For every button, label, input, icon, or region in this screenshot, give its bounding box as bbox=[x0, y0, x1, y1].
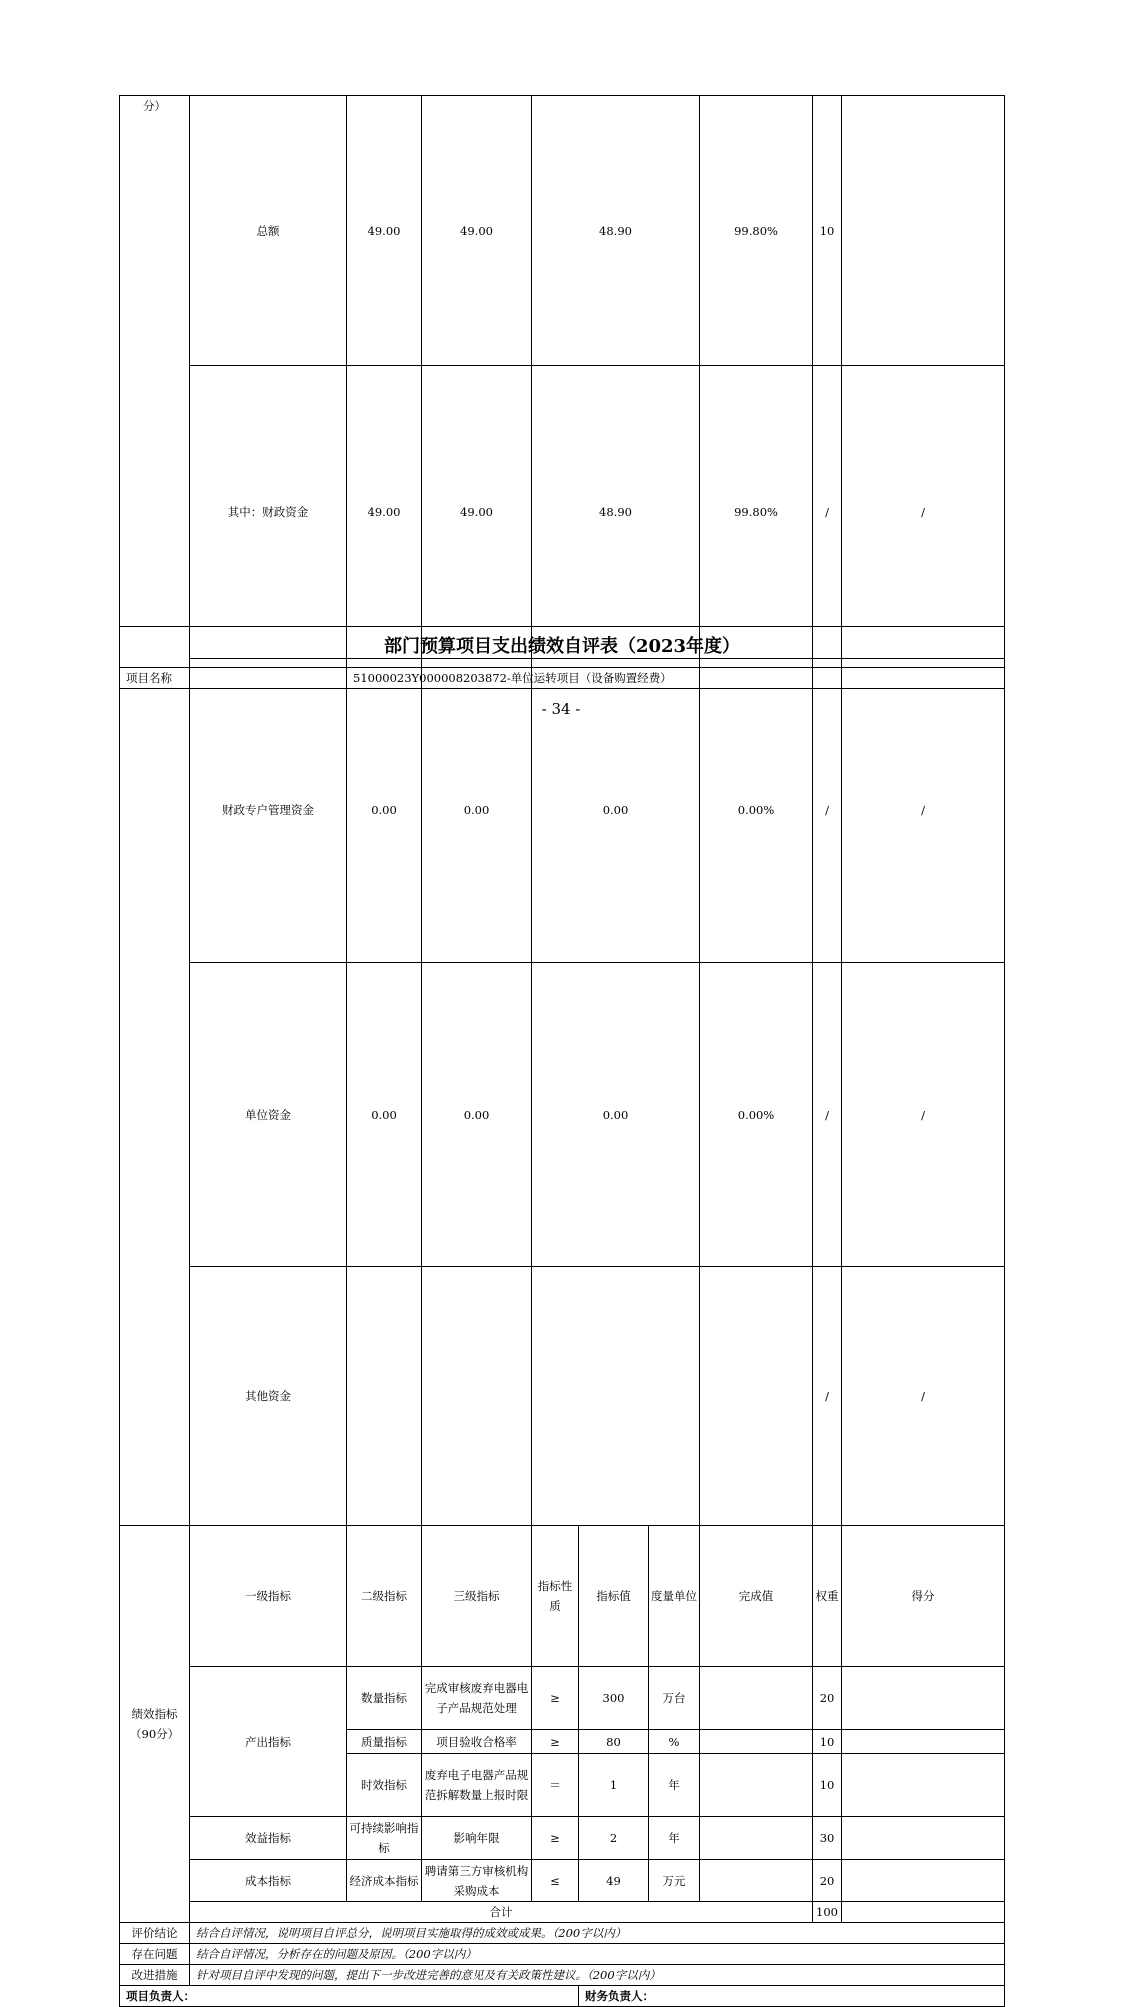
budget-executed bbox=[532, 1267, 700, 1526]
indicator-l2: 时效指标 bbox=[347, 1754, 422, 1817]
indicator-nature: ≤ bbox=[532, 1860, 579, 1902]
indicator-weight: 10 bbox=[813, 1754, 842, 1817]
budget-score: / bbox=[842, 1267, 1005, 1526]
indicator-l2: 数量指标 bbox=[347, 1667, 422, 1730]
total-label: 合计 bbox=[190, 1902, 813, 1923]
header-weight: 权重 bbox=[813, 1526, 842, 1667]
budget-executed: 0.00 bbox=[532, 658, 700, 962]
budget-adjusted: 0.00 bbox=[422, 658, 532, 962]
indicator-score bbox=[842, 1860, 1005, 1902]
performance-table bbox=[119, 95, 1005, 2007]
budget-adjusted: 0.00 bbox=[422, 963, 532, 1267]
indicator-value: 2 bbox=[579, 1817, 649, 1860]
indicator-l3: 聘请第三方审核机构采购成本 bbox=[422, 1860, 532, 1902]
budget-weight: / bbox=[813, 366, 842, 659]
header-value: 指标值 bbox=[579, 1526, 649, 1667]
indicator-done bbox=[700, 1667, 813, 1730]
indicator-nature: ＝ bbox=[532, 1754, 579, 1817]
budget-weight: 10 bbox=[813, 96, 842, 366]
conclusion-label: 评价结论 bbox=[120, 1923, 190, 1944]
budget-executed: 48.90 bbox=[532, 96, 700, 366]
budget-year-start: 49.00 bbox=[347, 366, 422, 659]
project-name-value: 51000023Y000008203872-单位运转项目（设备购置经费） bbox=[347, 668, 1005, 689]
budget-score: / bbox=[842, 963, 1005, 1267]
indicator-value: 1 bbox=[579, 1754, 649, 1817]
conclusion-text: 结合自评情况，说明项目自评总分，说明项目实施取得的成效或成果。（200字以内） bbox=[190, 1923, 1005, 1944]
indicator-done bbox=[700, 1754, 813, 1817]
header-nature: 指标性质 bbox=[532, 1526, 579, 1667]
indicator-weight: 30 bbox=[813, 1817, 842, 1860]
indicator-unit: 年 bbox=[649, 1754, 700, 1817]
next-table bbox=[119, 626, 1005, 689]
budget-score: / bbox=[842, 658, 1005, 962]
problem-text: 结合自评情况，分析存在的问题及原因。（200字以内） bbox=[190, 1944, 1005, 1965]
budget-executed: 48.90 bbox=[532, 366, 700, 659]
header-unit: 度量单位 bbox=[649, 1526, 700, 1667]
project-leader-label: 项目负责人： bbox=[120, 1986, 579, 2007]
indicator-done bbox=[700, 1817, 813, 1860]
budget-year-start bbox=[347, 1267, 422, 1526]
budget-item-name: 单位资金 bbox=[190, 963, 347, 1267]
budget-rate: 0.00% bbox=[700, 658, 813, 962]
budget-rate: 99.80% bbox=[700, 366, 813, 659]
project-name-label: 项目名称 bbox=[120, 668, 347, 689]
budget-weight: / bbox=[813, 963, 842, 1267]
budget-adjusted: 49.00 bbox=[422, 366, 532, 659]
finance-leader-label: 财务负责人： bbox=[579, 1986, 1005, 2007]
indicator-score bbox=[842, 1730, 1005, 1754]
indicator-unit: 万元 bbox=[649, 1860, 700, 1902]
indicator-unit: 万台 bbox=[649, 1667, 700, 1730]
budget-item-name: 总额 bbox=[190, 96, 347, 366]
indicator-done bbox=[700, 1860, 813, 1902]
indicator-l3: 完成审核废弃电器电子产品规范处理 bbox=[422, 1667, 532, 1730]
indicator-weight: 10 bbox=[813, 1730, 842, 1754]
total-score bbox=[842, 1902, 1005, 1923]
output-indicator-label: 产出指标 bbox=[190, 1667, 347, 1817]
indicator-nature: ≥ bbox=[532, 1730, 579, 1754]
budget-executed: 0.00 bbox=[532, 963, 700, 1267]
budget-year-start: 49.00 bbox=[347, 96, 422, 366]
header-l1: 一级指标 bbox=[190, 1526, 347, 1667]
next-table-title: 部门预算项目支出绩效自评表（2023年度） bbox=[120, 627, 1005, 668]
budget-rate: 99.80% bbox=[700, 96, 813, 366]
indicator-l2: 质量指标 bbox=[347, 1730, 422, 1754]
budget-adjusted: 49.00 bbox=[422, 96, 532, 366]
budget-weight: / bbox=[813, 1267, 842, 1526]
indicator-unit: % bbox=[649, 1730, 700, 1754]
header-l2: 二级指标 bbox=[347, 1526, 422, 1667]
header-l3: 三级指标 bbox=[422, 1526, 532, 1667]
perf-section-label: 绩效指标（90分） bbox=[120, 1526, 190, 1923]
benefit-indicator-label: 效益指标 bbox=[190, 1817, 347, 1860]
budget-item-name: 其他资金 bbox=[190, 1267, 347, 1526]
indicator-value: 80 bbox=[579, 1730, 649, 1754]
indicator-weight: 20 bbox=[813, 1860, 842, 1902]
budget-score: / bbox=[842, 366, 1005, 659]
indicator-weight: 20 bbox=[813, 1667, 842, 1730]
budget-rate: 0.00% bbox=[700, 963, 813, 1267]
indicator-l2: 经济成本指标 bbox=[347, 1860, 422, 1902]
header-done: 完成值 bbox=[700, 1526, 813, 1667]
cost-indicator-label: 成本指标 bbox=[190, 1860, 347, 1902]
budget-section-label: 分） bbox=[120, 96, 190, 1526]
budget-rate bbox=[700, 1267, 813, 1526]
budget-adjusted bbox=[422, 1267, 532, 1526]
budget-score bbox=[842, 96, 1005, 366]
indicator-score bbox=[842, 1667, 1005, 1730]
budget-year-start: 0.00 bbox=[347, 963, 422, 1267]
indicator-l2: 可持续影响指标 bbox=[347, 1817, 422, 1860]
indicator-unit: 年 bbox=[649, 1817, 700, 1860]
problem-label: 存在问题 bbox=[120, 1944, 190, 1965]
budget-year-start: 0.00 bbox=[347, 658, 422, 962]
page-number: - 34 - bbox=[541, 700, 581, 718]
indicator-nature: ≥ bbox=[532, 1817, 579, 1860]
indicator-l3: 影响年限 bbox=[422, 1817, 532, 1860]
measure-text: 针对项目自评中发现的问题，提出下一步改进完善的意见及有关政策性建议。（200字以内） bbox=[190, 1965, 1005, 1986]
indicator-value: 49 bbox=[579, 1860, 649, 1902]
indicator-l3: 废弃电子电器产品规范拆解数量上报时限 bbox=[422, 1754, 532, 1817]
indicator-score bbox=[842, 1817, 1005, 1860]
indicator-score bbox=[842, 1754, 1005, 1817]
measure-label: 改进措施 bbox=[120, 1965, 190, 1986]
header-score: 得分 bbox=[842, 1526, 1005, 1667]
budget-item-name: 其中：财政资金 bbox=[190, 366, 347, 659]
budget-item-name: 财政专户管理资金 bbox=[190, 658, 347, 962]
budget-weight: / bbox=[813, 658, 842, 962]
indicator-l3: 项目验收合格率 bbox=[422, 1730, 532, 1754]
indicator-done bbox=[700, 1730, 813, 1754]
total-weight: 100 bbox=[813, 1902, 842, 1923]
indicator-nature: ≥ bbox=[532, 1667, 579, 1730]
indicator-value: 300 bbox=[579, 1667, 649, 1730]
